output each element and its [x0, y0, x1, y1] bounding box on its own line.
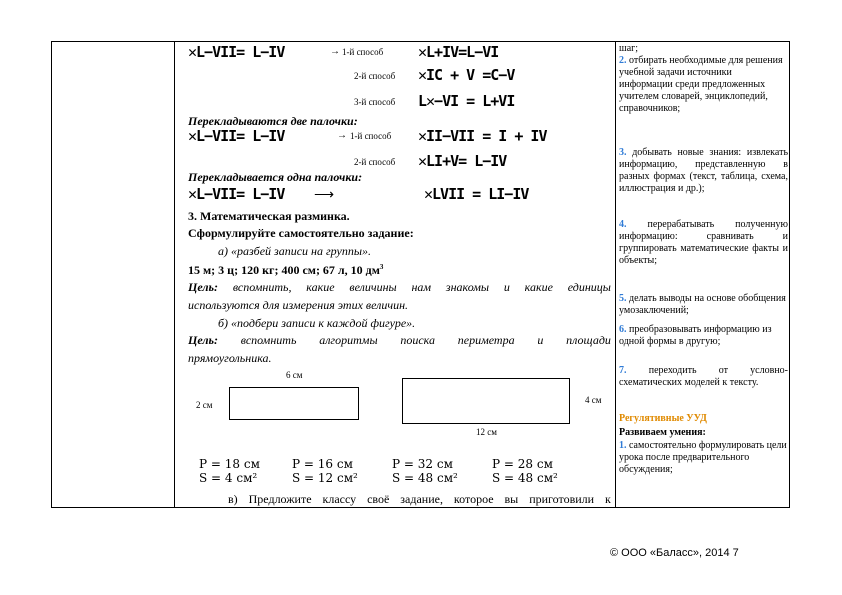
record-1: Р = 18 см S = 4 см²: [199, 457, 260, 485]
record-4: Р = 28 см S = 48 см²: [492, 457, 558, 485]
step-line: шаг;: [619, 43, 639, 54]
goal-2-line-2: прямоугольника.: [188, 351, 272, 365]
method-2-label: 2-й способ: [354, 157, 396, 167]
matchstick-row6-left: ✕L−VII= L−IV: [188, 185, 285, 203]
record-3: Р = 32 см S = 48 см²: [392, 457, 458, 485]
method-1-label: 1-й способ: [342, 47, 384, 57]
matchstick-row1-right: ✕L+IV=L−VI: [418, 43, 499, 61]
rect2-side-label: 4 см: [585, 395, 602, 405]
develop-skills-label: Развиваем умения:: [619, 427, 706, 438]
arrow-icon: →: [337, 130, 347, 141]
long-arrow-icon: ⟶: [314, 188, 335, 203]
cognitive-item-3: 3. добывать новые знания: извлекать информацию, представленную в разных формах (текст, таблица, схема, иллюстрация и др.);: [619, 147, 788, 194]
matchstick-row2-right: ✕IC + V =C−V: [418, 66, 515, 84]
lesson-table: [51, 41, 790, 508]
method-3-label: 3-й способ: [354, 97, 396, 107]
cognitive-item-6: 6. преобразовывать информацию из одной формы в другую;: [619, 324, 772, 347]
record-2: Р = 16 см S = 12 см²: [292, 457, 358, 485]
footer-copyright: © ООО «Баласс», 2014 7: [610, 547, 739, 559]
rect1-top-label: 6 см: [286, 370, 303, 380]
two-sticks-heading: Перекладываются две палочки:: [188, 114, 358, 128]
method-1-label: 1-й способ: [350, 131, 392, 141]
rect2-bottom-label: 12 см: [476, 427, 497, 437]
matchstick-row4-left: ✕L−VII= L−IV: [188, 127, 285, 145]
rect1-side-label: 2 см: [196, 400, 213, 410]
matchstick-row3-right: L✕−VI = L+VI: [418, 92, 515, 110]
goal-1-line-1: Цель: вспомнить, какие величины нам знакомы и какие единицы: [188, 280, 611, 294]
matchstick-row5-right: ✕LI+V= L−IV: [418, 152, 507, 170]
cognitive-item-5: 5. делать выводы на основе обобщения умозаключений;: [619, 293, 786, 316]
cognitive-item-7: 7. переходить от условно-схематических моделей к тексту.: [619, 365, 789, 388]
task-a: а) «разбей записи на группы».: [218, 244, 371, 258]
task-heading: Сформулируйте самостоятельно задание:: [188, 226, 414, 240]
column-divider-2: [615, 42, 616, 507]
goal-1-line-2: используются для измерения этих величин.: [188, 298, 409, 312]
matchstick-row4-right: ✕II−VII = I + IV: [418, 127, 547, 145]
matchstick-row6-right: ✕LVII = LI−IV: [424, 185, 529, 203]
regulatory-heading: Регулятивные УУД: [619, 413, 707, 424]
one-stick-heading: Перекладывается одна палочки:: [188, 170, 363, 184]
cognitive-item-4: 4. перерабатывать полученную информацию: сравнивать и группировать математические факты и объекты;: [619, 219, 789, 266]
goal-2-line-1: Цель: вспомнить алгоритмы поиска периметра и площади: [188, 333, 611, 347]
task-c: в) Предложите классу своё задание, которое вы приготовили к: [228, 492, 611, 506]
rectangle-12x4: [402, 378, 570, 424]
cognitive-item-2: 2. отбирать необходимые для решения учебной задачи источники информации среди предложенных учителем словарей, энциклопедий, справочников;: [619, 55, 783, 114]
regulatory-item-1: 1. самостоятельно формулировать цели урока после предварительного обсуждения;: [619, 440, 787, 475]
method-2-label: 2-й способ: [354, 71, 396, 81]
rectangle-6x2: [229, 387, 359, 420]
matchstick-row1-left: ✕L−VII= L−IV: [188, 43, 285, 61]
task-b: б) «подбери записи к каждой фигуре».: [218, 316, 416, 330]
column-divider-1: [174, 42, 175, 507]
arrow-icon: →: [330, 46, 340, 57]
warmup-heading: 3. Математическая разминка.: [188, 209, 350, 223]
units-line: 15 м; 3 ц; 120 кг; 400 см; 67 л, 10 $дм^3$: [188, 263, 384, 277]
